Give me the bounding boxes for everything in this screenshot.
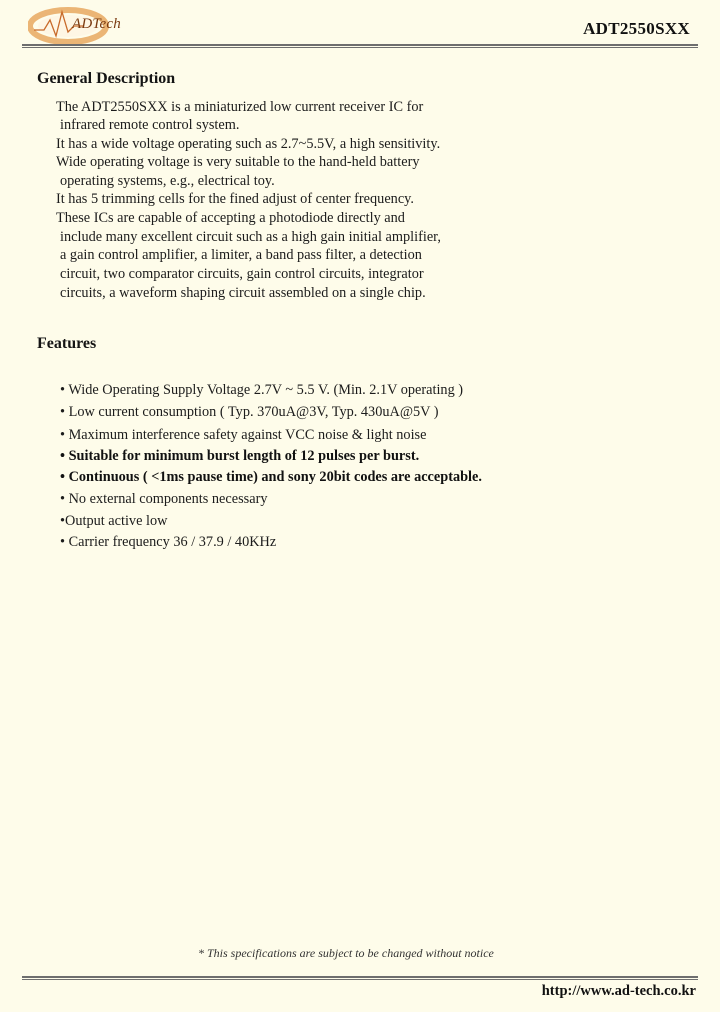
description-line: It has a wide voltage operating such as 2.7~5.5V, a high sensitivity. xyxy=(56,136,441,152)
description-line: a gain control amplifier, a limiter, a band pass filter, a detection xyxy=(60,247,422,263)
adtech-logo xyxy=(28,6,158,44)
feature-item: •Output active low xyxy=(60,513,168,529)
logo-text: ADTech xyxy=(72,16,121,32)
description-line: infrared remote control system. xyxy=(60,117,240,133)
description-line: operating systems, e.g., electrical toy. xyxy=(60,173,275,189)
website-url: http://www.ad-tech.co.kr xyxy=(541,983,696,999)
feature-item: • Maximum interference safety against VCC noise & light noise xyxy=(60,427,427,443)
features-title: Features xyxy=(37,335,97,352)
general-description-title: General Description xyxy=(37,70,176,87)
description-line: include many excellent circuit such as a high gain initial amplifier, xyxy=(60,229,441,245)
feature-item: • Carrier frequency 36 / 37.9 / 40KHz xyxy=(60,534,277,550)
document-id: ADT2550SXX xyxy=(583,19,690,38)
page-header xyxy=(0,0,720,46)
description-line: circuit, two comparator circuits, gain control circuits, integrator xyxy=(60,266,424,282)
feature-item: • No external components necessary xyxy=(60,491,268,507)
description-line: It has 5 trimming cells for the fined adjust of center frequency. xyxy=(56,191,414,207)
footer-divider xyxy=(22,976,698,980)
change-notice: * This specifications are subject to be changed without notice xyxy=(198,946,494,960)
description-line: circuits, a waveform shaping circuit assembled on a single chip. xyxy=(60,285,426,301)
description-line: Wide operating voltage is very suitable to the hand-held battery xyxy=(56,154,420,170)
feature-item: • Low current consumption ( Typ. 370uA@3V, Typ. 430uA@5V ) xyxy=(60,404,439,420)
description-line: These ICs are capable of accepting a photodiode directly and xyxy=(56,210,405,226)
description-line: The ADT2550SXX is a miniaturized low current receiver IC for xyxy=(56,99,424,115)
header-divider xyxy=(22,44,698,48)
feature-item: • Suitable for minimum burst length of 12 pulses per burst. xyxy=(60,448,420,464)
feature-item: • Wide Operating Supply Voltage 2.7V ~ 5.5 V. (Min. 2.1V operating ) xyxy=(60,382,464,398)
feature-item: • Continuous ( <1ms pause time) and sony 20bit codes are acceptable. xyxy=(60,469,482,485)
